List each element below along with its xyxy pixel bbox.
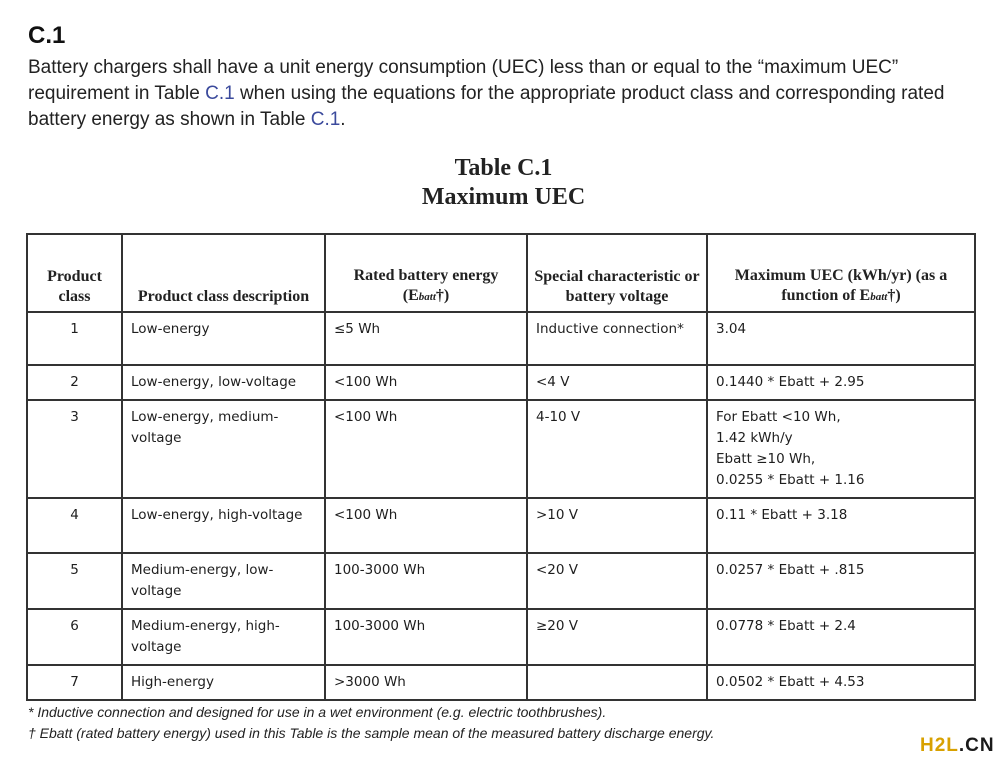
table-ref-link-1[interactable]: C.1 [205, 83, 235, 104]
header-rated-energy-label: Rated battery energy [353, 267, 499, 284]
max-uec-table [26, 233, 976, 701]
header-rated-energy-symbol: (Ebatt†) [402, 287, 450, 304]
header-rated-energy [325, 234, 527, 312]
footnote-inductive: * Inductive connection and designed for use in a wet environment (e.g. electric toothbrushes). [28, 704, 607, 720]
cell-description: Low-energy, low-voltage [122, 365, 325, 400]
intro-text-1: Battery chargers shall have a unit energy consumption (UEC) less than or equal to the “maximum UEC” requirement in Table [28, 57, 899, 104]
cell-max-uec: For Ebatt <10 Wh, 1.42 kWh/y Ebatt ≥10 Wh, 0.0255 * Ebatt + 1.16 [707, 400, 975, 498]
table-row [27, 400, 975, 498]
header-max-uec: Maximum UEC (kWh/yr) (as a function of Ebatt†) [707, 234, 975, 312]
cell-class: 3 [27, 400, 122, 498]
cell-class: 5 [27, 553, 122, 609]
table-row [27, 498, 975, 553]
table-ref-link-2[interactable]: C.1 [310, 109, 341, 130]
section-title: C.1 [28, 22, 66, 49]
intro-text-3: . [340, 109, 346, 130]
cell-rated-energy: <100 Wh [325, 365, 527, 400]
cell-rated-energy: ≤5 Wh [325, 312, 527, 365]
cell-max-uec: 0.1440 * Ebatt + 2.95 [707, 365, 975, 400]
cell-special: 4-10 V [527, 400, 707, 498]
cell-special [527, 665, 707, 700]
cell-class: 1 [27, 312, 122, 365]
cell-max-uec: 3.04 [707, 312, 975, 365]
cell-special: Inductive connection* [527, 312, 707, 365]
cell-special: ≥20 V [527, 609, 707, 665]
cell-rated-energy: <100 Wh [325, 498, 527, 553]
cell-rated-energy: 100-3000 Wh [325, 553, 527, 609]
table-caption-title: Maximum UEC [421, 184, 586, 210]
table-row [27, 312, 975, 365]
cell-class: 4 [27, 498, 122, 553]
cell-class: 2 [27, 365, 122, 400]
cell-max-uec: 0.0257 * Ebatt + .815 [707, 553, 975, 609]
intro-text-2: when using the equations for the appropriate product class and corresponding rated battery energy as shown in Table [28, 83, 945, 130]
table-body [27, 312, 975, 700]
watermark-logo: H2L.CN [920, 735, 995, 756]
cell-max-uec: 0.0778 * Ebatt + 2.4 [707, 609, 975, 665]
cell-special: <20 V [527, 553, 707, 609]
cell-description: Low-energy, medium-voltage [122, 400, 325, 498]
cell-description: Low-energy, high-voltage [122, 498, 325, 553]
cell-special: >10 V [527, 498, 707, 553]
cell-rated-energy: >3000 Wh [325, 665, 527, 700]
header-product-class: Product class [27, 234, 122, 312]
table-row [27, 665, 975, 700]
cell-rated-energy: <100 Wh [325, 400, 527, 498]
cell-description: Medium-energy, high-voltage [122, 609, 325, 665]
cell-special: <4 V [527, 365, 707, 400]
table-row [27, 365, 975, 400]
intro-paragraph [28, 55, 988, 133]
table-row [27, 609, 975, 665]
table-row [27, 553, 975, 609]
header-special: Special characteristic or battery voltage [527, 234, 707, 312]
cell-description: Medium-energy, low-voltage [122, 553, 325, 609]
table-caption-number: Table C.1 [454, 155, 553, 181]
cell-max-uec: 0.11 * Ebatt + 3.18 [707, 498, 975, 553]
cell-rated-energy: 100-3000 Wh [325, 609, 527, 665]
cell-description: High-energy [122, 665, 325, 700]
header-description: Product class description [122, 234, 325, 312]
cell-description: Low-energy [122, 312, 325, 365]
footnote-ebatt: † Ebatt (rated battery energy) used in this Table is the sample mean of the measured battery discharge energy. [28, 725, 715, 741]
cell-max-uec: 0.0502 * Ebatt + 4.53 [707, 665, 975, 700]
cell-class: 7 [27, 665, 122, 700]
cell-class: 6 [27, 609, 122, 665]
table-header-row [27, 234, 975, 312]
